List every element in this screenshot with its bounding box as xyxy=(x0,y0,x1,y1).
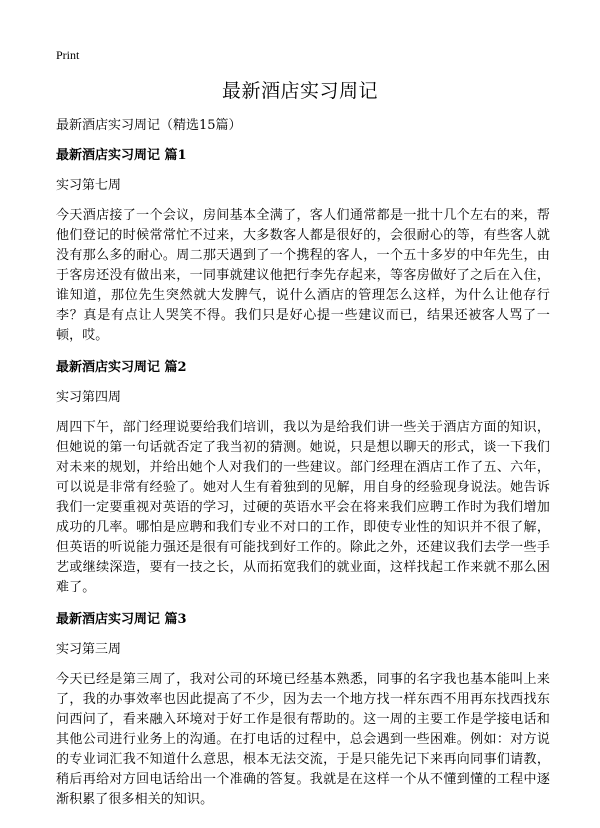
week-label: 实习第三周 xyxy=(56,642,122,657)
section-paragraph: 周四下午，部门经理说要给我们培训，我以为是给我们讲一些关于酒店方面的知识，但她说的第一句话就否定了我当初的猜测。她说，只是想以聊天的形式，谈一下我们对未来的规划，并给出她个人对我们的一些建议。部门经理在酒店工作了五、六年，可以说是非常有经验了。她对人生有着独到的见解，用自身的经验现身说法。她告诉我们一定要重视对英语的学习，过硬的英语水平会在将来我们应聘工作时为我们增加成功的几率。哪怕是应聘和我们专业不对口的工作，即使专业性的知识并不很了解，但英语的听说能力强还是很有可能找到好工作的。除此之外，还建议我们去学一些手艺或继续深造，要有一技之长，从而拓宽我们的就业面，这样找起工作来就不那么困难了。 xyxy=(56,420,550,595)
section-1 xyxy=(56,146,550,346)
page-title: 最新酒店实习周记 xyxy=(221,80,378,102)
section-heading: 最新酒店实习周记 篇2 xyxy=(56,360,187,375)
section-paragraph: 今天酒店接了一个会议，房间基本全满了，客人们通常都是一批十几个左右的来，帮他们登记的时候常常忙不过来，大多数客人都是很好的，会很耐心的等，有些客人就没有那么多的耐心。周二那天遇到了一个携程的客人，一个五十多岁的中年先生，由于客房还没有做出来，一同事就建议他把行李先存起来，等客房做好了之后在入住，谁知道，那位先生突然就大发脾气，说什么酒店的管理怎么这样，为什么让他存行李？真是有点让人哭笑不得。我们只是好心提一些建议而已，结果还被客人骂了一顿，哎。 xyxy=(56,208,550,343)
week-label: 实习第七周 xyxy=(56,178,122,193)
week-label: 实习第四周 xyxy=(56,390,122,405)
section-heading: 最新酒店实习周记 篇3 xyxy=(56,612,187,627)
document-body xyxy=(56,116,550,822)
section-paragraph: 今天已经是第三周了，我对公司的环境已经基本熟悉，同事的名字我也基本能叫上来了，我的办事效率也因此提高了不少，因为去一个地方找一样东西不用再东找西找东问西问了，看来融入环境对于好工作是很有帮助的。这一周的主要工作是学接电话和其他公司进行业务上的沟通。在打电话的过程中，总会遇到一些困难。例如：对方说的专业词汇我不知道什么意思，根本无法交流，于是只能先记下来再向同事们请教，稍后再给对方回电话给出一个准确的答复。我就是在这样一个从不懂到懂的工程中逐渐积累了很多相关的知识。 xyxy=(56,672,550,807)
section-heading: 最新酒店实习周记 篇1 xyxy=(56,148,187,163)
section-3 xyxy=(56,610,550,810)
document-subtitle: 最新酒店实习周记（精选15篇） xyxy=(56,118,242,133)
print-link[interactable]: Print xyxy=(56,48,80,62)
section-2 xyxy=(56,358,550,598)
